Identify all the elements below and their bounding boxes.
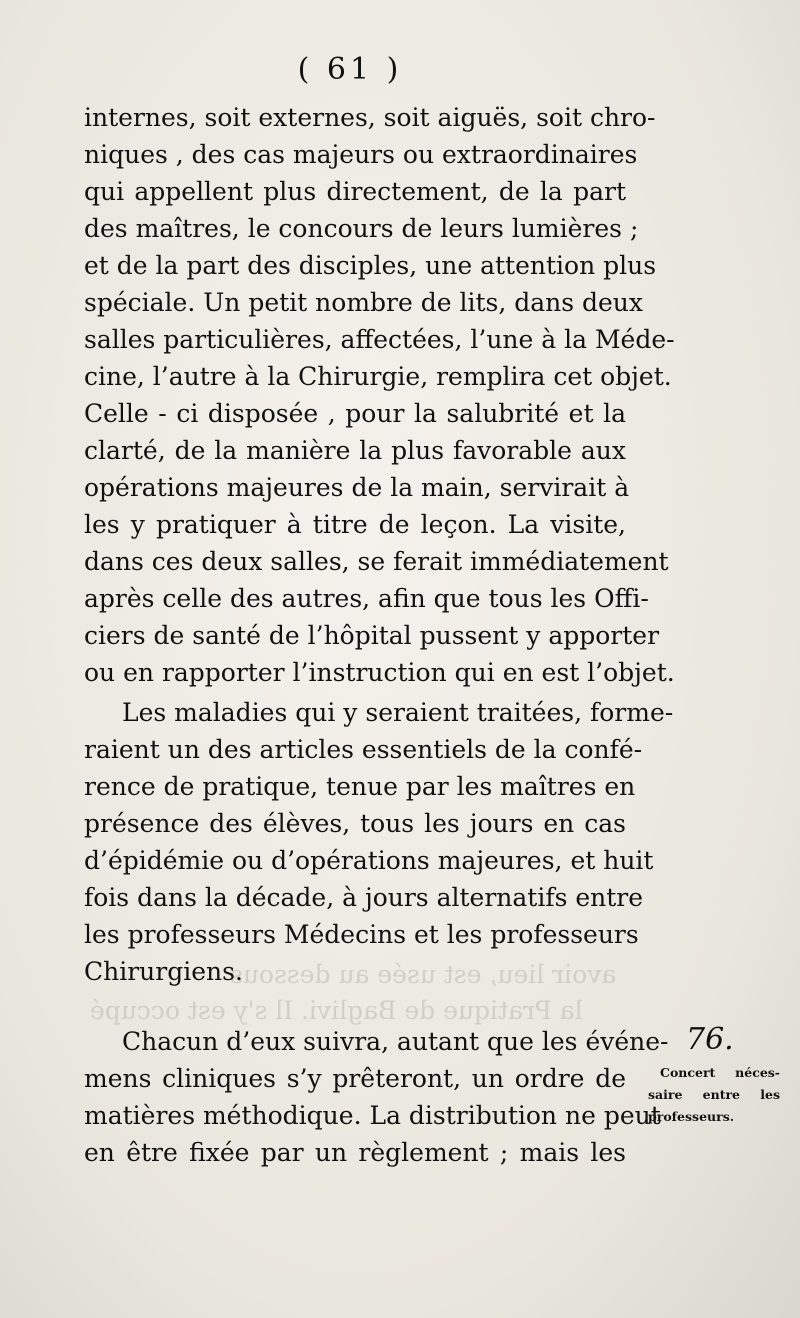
body-text-line: mens cliniques s’y prêteront, un ordre de: [84, 1064, 626, 1093]
body-text-line: après celle des autres, afin que tous les Offi-: [84, 584, 649, 613]
body-text-line: Chirurgiens.: [84, 957, 243, 986]
body-text-line: présence des élèves, tous les jours en cas: [84, 809, 626, 838]
body-text-line: et de la part des disciples, une attention plus: [84, 251, 657, 280]
margin-note-line: saire entre les: [648, 1087, 780, 1102]
body-text-line: les y pratiquer à titre de leçon. La visite,: [84, 510, 626, 539]
body-text-line: fois dans la décade, à jours alternatifs entre: [84, 883, 644, 912]
body-text-line: Celle - ci disposée , pour la salubrité et la: [84, 399, 626, 428]
body-text-line: niques , des cas majeurs ou extraordinaires: [84, 140, 638, 169]
body-text-line: opérations majeures de la main, servirait à: [84, 473, 630, 502]
body-text-line: rence de pratique, tenue par les maîtres en: [84, 772, 636, 801]
margin-note-line: Concert néces-: [660, 1065, 780, 1080]
body-text-line: des maîtres, le concours de leurs lumières ;: [84, 214, 639, 243]
body-text-line: ciers de santé de l’hôpital pussent y apporter: [84, 621, 660, 650]
body-text-line: clarté, de la manière la plus favorable aux: [84, 436, 626, 465]
margin-note: [648, 1062, 780, 1128]
margin-note-line: professeurs.: [648, 1109, 735, 1124]
body-text-line: Chacun d’eux suivra, autant que les événe-: [122, 1027, 669, 1056]
body-text-line: raient un des articles essentiels de la confé-: [84, 735, 643, 764]
body-text-line: salles particulières, affectées, l’une à la Méde-: [84, 325, 675, 354]
margin-article-number: 76.: [686, 1022, 734, 1057]
body-text-line: les professeurs Médecins et les professeurs: [84, 920, 639, 949]
body-text-line: en être fixée par un règlement ; mais les: [84, 1138, 626, 1167]
body-text-line: d’épidémie ou d’opérations majeures, et huit: [84, 846, 654, 875]
body-text-line: spéciale. Un petit nombre de lits, dans deux: [84, 288, 644, 317]
body-text-line: ou en rapporter l’instruction qui en est l’objet.: [84, 658, 675, 687]
body-text-line: internes, soit externes, soit aiguës, soit chro-: [84, 103, 656, 132]
body-text-line: Les maladies qui y seraient traitées, forme-: [122, 698, 674, 727]
show-through-text: la Pratique de Baglivi. Il s'y est occupé: [90, 996, 583, 1025]
show-through-text: avoir lieu, est usée au dessous: [230, 960, 617, 989]
body-text-line: qui appellent plus directement, de la part: [84, 177, 626, 206]
body-text-line: dans ces deux salles, se ferait immédiatement: [84, 547, 669, 576]
page-number: ( 61 ): [297, 52, 403, 87]
body-text-line: cine, l’autre à la Chirurgie, remplira cet objet.: [84, 362, 672, 391]
body-text-line: matières méthodique. La distribution ne peut: [84, 1101, 661, 1130]
